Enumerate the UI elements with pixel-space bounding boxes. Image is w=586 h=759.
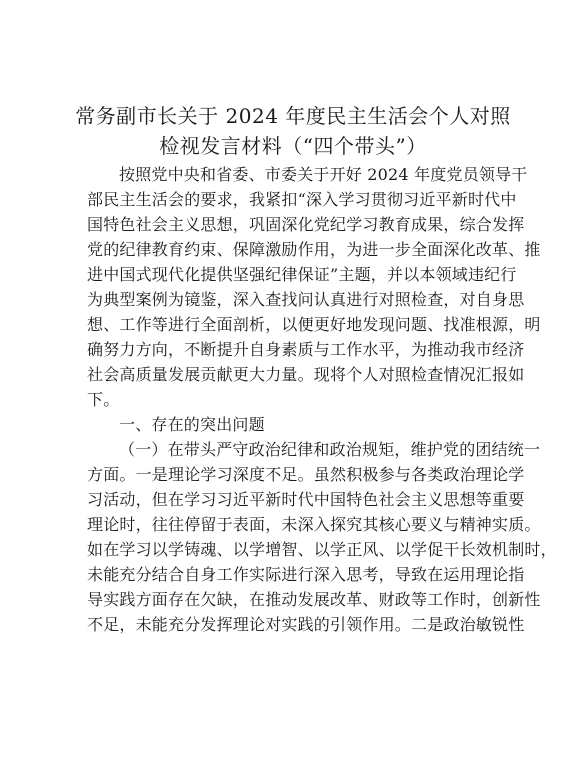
paragraph-line: 下。: [87, 390, 120, 409]
paragraph-line: 为典型案例为镜鉴，深入查找问认真进行对照检查，对自身思: [87, 290, 525, 309]
paragraph-line: 不足，未能充分发挥理论对实践的引领作用。二是政治敏锐性: [87, 615, 525, 634]
intro-paragraph: [87, 162, 541, 412]
paragraph-line: 如在学习以学铸魂、以学增智、以学正风、以学促干长效机制时，: [87, 540, 557, 559]
document-title-line-1: 常务副市长关于 2024 年度民主生活会个人对照: [75, 104, 511, 128]
paragraph-line: 社会高质量发展贡献更大力量。现将个人对照检查情况汇报如: [87, 365, 525, 384]
paragraph-line: 国特色社会主义思想，巩固深化党纪学习教育成果，综合发挥: [87, 215, 525, 234]
paragraph-line: 导实践方面存在欠缺，在推动发展改革、财政等工作时，创新性: [87, 590, 541, 609]
paragraph-line: （一）在带头严守政治纪律和政治规矩，维护党的团结统一: [119, 440, 541, 459]
paragraph-line: 确努力方向，不断提升自身素质与工作水平，为推动我市经济: [87, 340, 525, 359]
paragraph-line: 未能充分结合自身工作实际进行深入思考，导致在运用理论指: [87, 565, 525, 584]
section-heading: 一、存在的突出问题: [119, 415, 265, 434]
paragraph-line: 按照党中央和省委、市委关于开好 2024 年度党员领导干: [119, 165, 528, 184]
paragraph-line: 部民主生活会的要求，我紧扣“深入学习贯彻习近平新时代中: [87, 190, 517, 209]
paragraph-line: 党的纪律教育约束、保障激励作用，为进一步全面深化改革、推: [87, 240, 541, 259]
section-paragraph: [87, 437, 557, 637]
document-title-line-2: 检视发言材料（“四个带头”）: [159, 134, 427, 158]
paragraph-line: 方面。一是理论学习深度不足。虽然积极参与各类政治理论学: [87, 465, 525, 484]
paragraph-line: 习活动，但在学习习近平新时代中国特色社会主义思想等重要: [87, 490, 525, 509]
paragraph-line: 理论时，往往停留于表面，未深入探究其核心要义与精神实质。: [87, 515, 541, 534]
paragraph-line: 想、工作等进行全面剖析，以便更好地发现问题、找准根源，明: [87, 315, 541, 334]
paragraph-line: 进中国式现代化提供坚强纪律保证”主题，并以本领域违纪行: [87, 265, 517, 284]
document-body: [87, 162, 557, 637]
